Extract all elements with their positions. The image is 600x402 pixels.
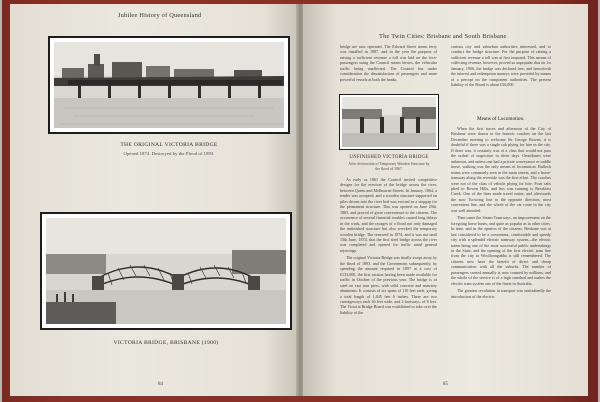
unfinished-bridge-photo xyxy=(339,94,439,150)
section-subhead: Means of Locomotion. xyxy=(477,116,525,122)
original-bridge-photo xyxy=(48,36,290,134)
right-plate-subcaption-1: After destruction of Temporary Wooden Structure by xyxy=(348,162,430,166)
paragraph: When the first traces and afternoon of the City of Brisbane were drawn to the historic coaches on the last December meeting to welcome Sir George Bowen, it is doubtful if there was a single cab plying for hire in the city. If there was, it certainly was of a class that would not pass the ordeal of inspection in these days. Omnibuses were unknown, and unless one had a private conveyance or saddle horse, walking was the only means of locomotion. Bullock teams were commonly seen in the main streets, and a horse-tramway along the riverside was the first effort. The coaches were not of the class of vehicle plying for hire. Four cabs plied to Bowen Hills, and bus was running to Breakfast Creek. One of the lines made travel easier, and afterwards the now Toowong line to the opposite direction, most convenient line, and the whole of the car route in the city was well attended. xyxy=(451,126,551,213)
left-folio: 84 xyxy=(158,382,163,387)
photo-image xyxy=(54,42,284,128)
top-plate-caption: THE ORIGINAL VICTORIA BRIDGE xyxy=(120,142,218,148)
paragraph: As early as 1861 the Council invited competitive designs for the erection of the bridge across the river, between Queen and Melbourne Streets. In January, 1864, a tender was accepted, and a wooden structure supported on piles driven into the river bed was erected as a stopgap for the permanent structure. This was opened on June 29th, 1865, and proved of great convenience to the citizens. The occurrence of several financial troubles caused long delays in the work, and the ravages of a flood not only damaged the unfinished structure but also wrecked the temporary wooden bridge. The renewed in 1874, and it was not until 15th June, 1874, that the first steel bridge across the river was completed and opened for traffic amid general rejoicings. xyxy=(340,177,437,253)
left-running-head: Jubilee History of Queensland xyxy=(118,12,202,19)
right-plate-caption: UNFINISHED VICTORIA BRIDGE xyxy=(349,155,429,160)
column-right-top: various city and suburban authorities interested, and to conduct the bridge structure. For the purpose of raising a sufficient revenue a toll was at first imposed. This means of collecting revenue, however, proved so unpopular that on 1st January, 1906, the bridge was declared free, and henceforth the interest and redemption moneys were provided by means of a precept on the component authorities. The present liability of the Board is about £56,000. xyxy=(451,44,551,88)
paragraph: The greatest revolution in transport was undoubtedly the introduction of the electric xyxy=(451,288,551,299)
right-running-head: The Twin Cities: Brisbane and South Brisbane xyxy=(379,33,507,40)
paragraph: The original Victoria Bridge was finally swept away by the flood of 1893, and the Government subsequently, by spending the amount required in 1897 at a cost of £133,000, the first section having been made available for traffic in October of the previous year. The bridge is of steel on cast iron piers, with solid concrete and masonry abutments. It consists of six spans of 110 feet each, giving a total length of 1,045 feet 6 inches. There are two carriageways each 26 feet wide, and 2 footways, of 8 feet. The Victoria Bridge Board was established to take over the liability of the xyxy=(340,255,437,315)
column-left-bottom xyxy=(340,177,437,373)
photo-image xyxy=(46,218,286,324)
left-page xyxy=(10,4,298,396)
column-right-bottom xyxy=(451,126,551,376)
right-plate-subcaption-2: the flood of 1867. xyxy=(375,167,403,171)
victoria-bridge-1900-photo xyxy=(40,212,292,330)
column-left-top: bridge are now operated. The Edward Street steam ferry was installed in 1887, and in the year the purpose of raising a sufficient revenue a toll was laid on the foot-passengers using the Council steam ferries, the vehicular traffic being unaffected. The Council has under consideration the dissatisfaction of passengers and more powerful vessels at both the banks. xyxy=(340,44,437,82)
top-plate-subcaption: Opened 1874. Destroyed by the Flood of 1893. xyxy=(123,151,215,156)
photo-image xyxy=(342,97,436,147)
bottom-plate-caption: VICTORIA BRIDGE, BRISBANE (1900) xyxy=(113,340,219,346)
paragraph: Then came the Steam Tramways, an improvement on the foregoing horse buses, and quite as popular as in other cities. In time, and in the opinion of the citizens, Brisbane was at last considered to be a convenient, comfortable and speedy city with a splendid electric tramway system—the electric trams being one of the most successful public undertakings in the State, and the opening of the first electric tram line from the city to Woolloongabba is still remembered. The citizens now have the benefit of direct and cheap communication with all the suburbs. The number of passengers carried annually is now counted by millions, and the whole of the service is of a high standard and makes the electric tram system one of the finest in Australia. xyxy=(451,215,551,286)
right-folio: 85 xyxy=(443,382,448,387)
right-page xyxy=(303,4,588,396)
